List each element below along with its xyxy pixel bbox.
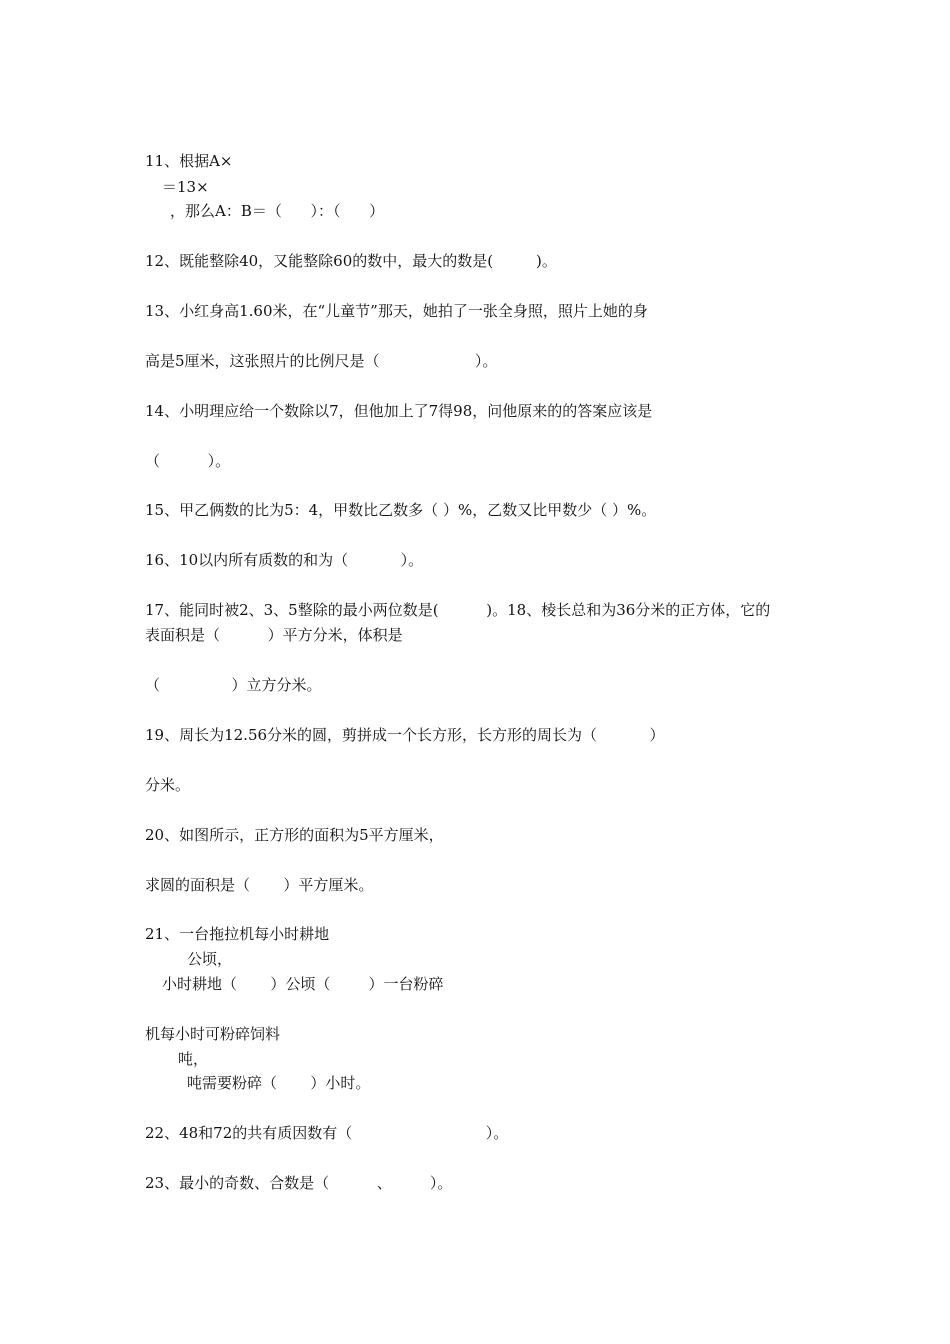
- question-13-line-2: 高是5厘米，这张照片的比例尺是（ ）。: [145, 352, 498, 370]
- question-23: 23、最小的奇数、合数是（ 、 ）。: [145, 1174, 453, 1192]
- question-11-line-1: 11、根据A×: [145, 152, 233, 170]
- question-19-line-2: 分米。: [145, 776, 191, 794]
- question-21-line-6: 吨需要粉碎（ ）小时。: [187, 1074, 371, 1092]
- question-19-line-1: 19、周长为12.56分米的圆，剪拼成一个长方形，长方形的周长为（ ）: [145, 726, 665, 744]
- question-13-line-1: 13、小红身高1.60米，在“儿童节”那天，她拍了一张全身照，照片上她的身: [145, 302, 648, 320]
- question-12: 12、既能整除40，又能整除60的数中，最大的数是( )。: [145, 252, 557, 270]
- question-17-18-line-1: 17、能同时被2、3、5整除的最小两位数是( )。18、棱长总和为36分米的正方体，它的: [145, 601, 771, 619]
- question-18-line-2: 表面积是（ ）平方分米，体积是: [145, 626, 403, 644]
- question-14-line-2: （ ）。: [145, 452, 231, 470]
- question-11-line-2: ＝13×: [162, 178, 209, 196]
- question-21-line-1: 21、一台拖拉机每小时耕地: [145, 925, 330, 943]
- question-18-line-3: （ ）立方分米。: [145, 676, 322, 694]
- question-22: 22、48和72的共有质因数有（ ）。: [145, 1124, 509, 1142]
- question-14-line-1: 14、小明理应给一个数除以7，但他加上了7得98，问他原来的的答案应该是: [145, 402, 653, 420]
- question-21-line-3: 小时耕地（ ）公顷（ ）一台粉碎: [162, 975, 444, 993]
- question-16: 16、10以内所有质数的和为（ ）。: [145, 551, 424, 569]
- question-21-line-2: 公顷，: [187, 950, 233, 968]
- question-15: 15、甲乙俩数的比为5：4，甲数比乙数多（ ）%，乙数又比甲数少（ ）%。: [145, 501, 657, 519]
- question-21-line-5: 吨，: [178, 1050, 209, 1068]
- question-20-line-2: 求圆的面积是（ ）平方厘米。: [145, 876, 374, 894]
- question-20-line-1: 20、如图所示，正方形的面积为5平方厘米，: [145, 826, 444, 844]
- question-21-line-4: 机每小时可粉碎饲料: [145, 1025, 281, 1043]
- question-11-line-3: ，那么A：B＝（ ）：（ ）: [170, 202, 385, 220]
